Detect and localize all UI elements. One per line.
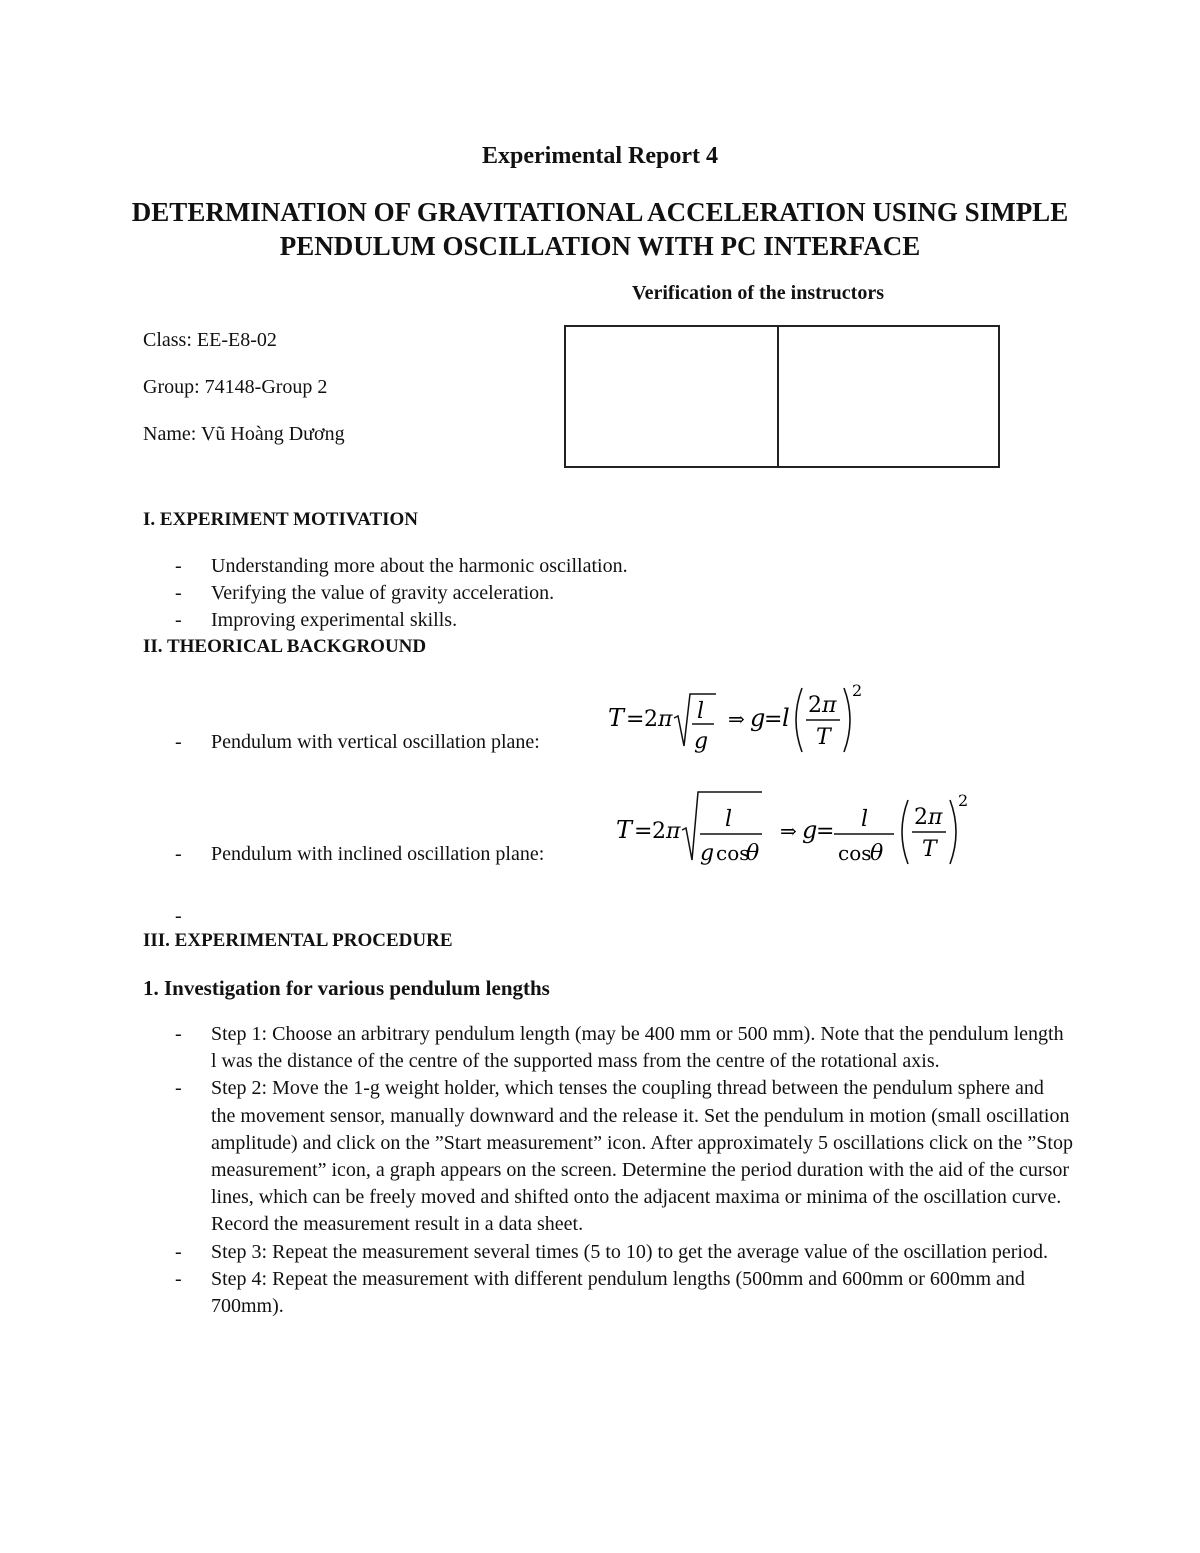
class-info: Class: EE-E8-02 bbox=[143, 329, 277, 351]
main-title: DETERMINATION OF GRAVITATIONAL ACCELERATION USING SIMPLE PENDULUM OSCILLATION WITH PC INTERFACE bbox=[131, 197, 1069, 261]
verification-cell-1 bbox=[566, 327, 779, 466]
procedure-list bbox=[143, 1021, 1073, 1320]
svg-text:θ: θ bbox=[746, 841, 760, 866]
svg-text:l: l bbox=[697, 699, 705, 724]
list-item: - Improving experimental skills. bbox=[175, 609, 458, 631]
svg-text:l: l bbox=[782, 704, 790, 732]
svg-text:=: = bbox=[816, 819, 835, 844]
list-item: - Understanding more about the harmonic oscillation. bbox=[175, 555, 628, 577]
group-info: Group: 74148-Group 2 bbox=[143, 376, 328, 398]
svg-text:cos: cos bbox=[838, 841, 872, 865]
report-title: Experimental Report 4 bbox=[482, 143, 718, 169]
svg-text:⇒: ⇒ bbox=[780, 819, 797, 843]
svg-text:=: = bbox=[626, 707, 645, 732]
svg-text:2: 2 bbox=[852, 681, 863, 700]
list-item: - Step 4: Repeat the measurement with different pendulum lengths (500mm and 600mm or 600mm and 700mm). bbox=[175, 1267, 1025, 1318]
verification-label: Verification of the instructors bbox=[632, 282, 884, 304]
svg-text:2: 2 bbox=[652, 819, 666, 844]
svg-text:g: g bbox=[802, 816, 818, 844]
svg-text:π: π bbox=[666, 819, 681, 844]
list-item: - Verifying the value of gravity acceleration. bbox=[175, 582, 555, 604]
svg-text:2: 2 bbox=[914, 805, 928, 830]
svg-text:2: 2 bbox=[808, 693, 822, 718]
svg-text:T: T bbox=[616, 816, 633, 844]
svg-text:l: l bbox=[861, 807, 869, 832]
svg-text:=: = bbox=[764, 707, 783, 732]
list-item: - Step 1: Choose an arbitrary pendulum length (may be 400 mm or 500 mm). Note that the pendulum length l was the distance of the centre of the supported mass from the centre of the rotational axis. bbox=[175, 1023, 1064, 1073]
svg-text:cos: cos bbox=[716, 841, 750, 865]
inclined-plane-formula bbox=[612, 788, 972, 870]
svg-text:g: g bbox=[694, 729, 709, 754]
svg-text:θ: θ bbox=[870, 841, 884, 866]
svg-text:2: 2 bbox=[958, 791, 969, 810]
svg-text:2: 2 bbox=[644, 707, 658, 732]
list-item: - Step 3: Repeat the measurement several times (5 to 10) to get the average value of the oscillation period. bbox=[175, 1240, 1048, 1263]
vertical-plane-formula bbox=[604, 680, 874, 760]
list-item: - Step 2: Move the 1-g weight holder, which tenses the coupling thread between the pendulum sphere and the movement sensor, manually downward and the release it. Set the pendulum in motion (small oscillation amplitude) and click on the ”Start measurement” icon. After approximately 5 oscillations click on the ”Stop measurement” icon, a graph appears on the screen. Determine the period duration with the aid of the cursor lines, which can be freely moved and shifted onto the adjacent maxima or minima of the oscillation curve. Record the measurement result in a data sheet. bbox=[175, 1077, 1073, 1236]
svg-text:T: T bbox=[608, 704, 625, 732]
svg-text:T: T bbox=[922, 837, 937, 862]
svg-text:π: π bbox=[658, 707, 673, 732]
verification-cell-2 bbox=[779, 327, 998, 466]
section-3-heading: III. EXPERIMENTAL PROCEDURE bbox=[143, 930, 453, 951]
svg-text:=: = bbox=[634, 819, 653, 844]
svg-text:g: g bbox=[750, 704, 766, 732]
svg-text:π: π bbox=[928, 805, 943, 830]
section-2-heading: II. THEORICAL BACKGROUND bbox=[143, 636, 427, 657]
motivation-list bbox=[143, 553, 1073, 634]
svg-text:⇒: ⇒ bbox=[728, 707, 745, 731]
section-3-subheading: 1. Investigation for various pendulum lengths bbox=[143, 976, 550, 1000]
svg-text:l: l bbox=[725, 807, 733, 832]
svg-text:π: π bbox=[822, 693, 837, 718]
section-1-heading: I. EXPERIMENT MOTIVATION bbox=[143, 509, 419, 530]
verification-box bbox=[564, 325, 1000, 468]
empty-bullet: - bbox=[175, 905, 182, 927]
name-info: Name: Vũ Hoàng Dương bbox=[143, 423, 345, 445]
svg-text:T: T bbox=[816, 725, 831, 750]
svg-text:g: g bbox=[700, 841, 715, 866]
